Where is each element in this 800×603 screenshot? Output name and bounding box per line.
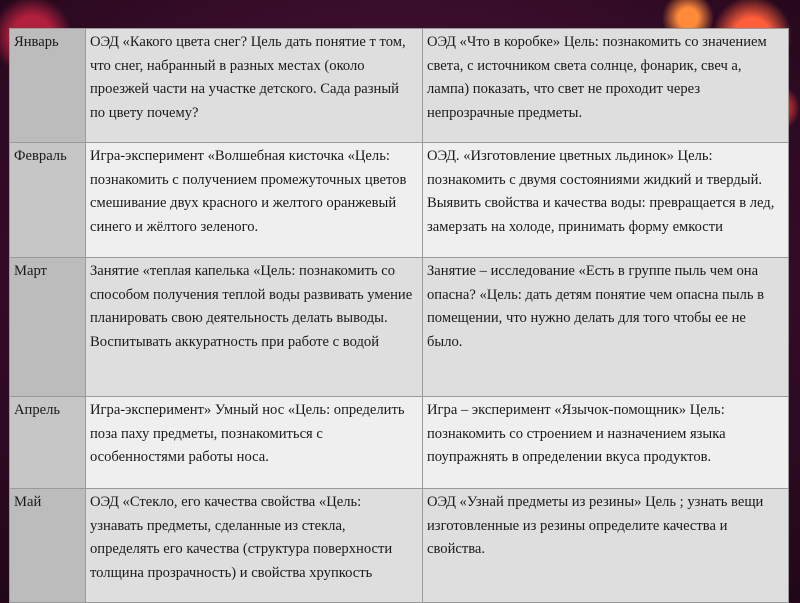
- activity-cell-2: Игра – эксперимент «Язычок-помощник» Цель: познакомить со строением и назначением языка поупражнять в определении вкуса продуктов.: [423, 397, 789, 489]
- activity-cell-2: ОЭД. «Изготовление цветных льдинок» Цель: познакомить с двумя состояниями жидкий и твердый. Выявить свойства и качества воды: превращается в лед, замерзать на холоде, принимать форму емкости: [423, 143, 789, 258]
- table-row-february: [10, 143, 789, 258]
- table-row-january: [10, 29, 789, 143]
- month-cell: Январь: [10, 29, 86, 143]
- activity-cell-1: ОЭД «Стекло, его качества свойства «Цель: узнавать предметы, сделанные из стекла, определять его качества (структура поверхности толщина прозрачность) и свойства хрупкость: [86, 489, 423, 603]
- activity-cell-2: ОЭД «Узнай предметы из резины» Цель ; узнать вещи изготовленные из резины определите качества и свойства.: [423, 489, 789, 603]
- table-row-may: [10, 489, 789, 603]
- experiment-plan-table: [9, 28, 789, 603]
- plan-table-container: [9, 28, 789, 603]
- month-cell: Май: [10, 489, 86, 603]
- table-row-april: [10, 397, 789, 489]
- activity-cell-1: ОЭД «Какого цвета снег? Цель дать понятие т том, что снег, набранный в разных местах (около проезжей части на участке детского. Сада разный по цвету почему?: [86, 29, 423, 143]
- activity-cell-1: Занятие «теплая капелька «Цель: познакомить со способом получения теплой воды развивать умение планировать свою деятельность делать выводы. Воспитывать аккуратность при работе с водой: [86, 258, 423, 397]
- month-cell: Февраль: [10, 143, 86, 258]
- activity-cell-1: Игра-эксперимент» Умный нос «Цель: определить поза паху предметы, познакомиться с особенностями работы носа.: [86, 397, 423, 489]
- activity-cell-2: ОЭД «Что в коробке» Цель: познакомить со значением света, с источником света солнце, фонарик, свеч а, лампа) показать, что свет не проходит через непрозрачные предметы.: [423, 29, 789, 143]
- table-row-march: [10, 258, 789, 397]
- month-cell: Апрель: [10, 397, 86, 489]
- activity-cell-2: Занятие – исследование «Есть в группе пыль чем она опасна? «Цель: дать детям понятие чем опасна пыль в помещении, что нужно делать для того чтобы ее не было.: [423, 258, 789, 397]
- month-cell: Март: [10, 258, 86, 397]
- activity-cell-1: Игра-эксперимент «Волшебная кисточка «Цель: познакомить с получением промежуточных цветов смешивание двух красного и желтого оранжевый синего и жёлтого зеленого.: [86, 143, 423, 258]
